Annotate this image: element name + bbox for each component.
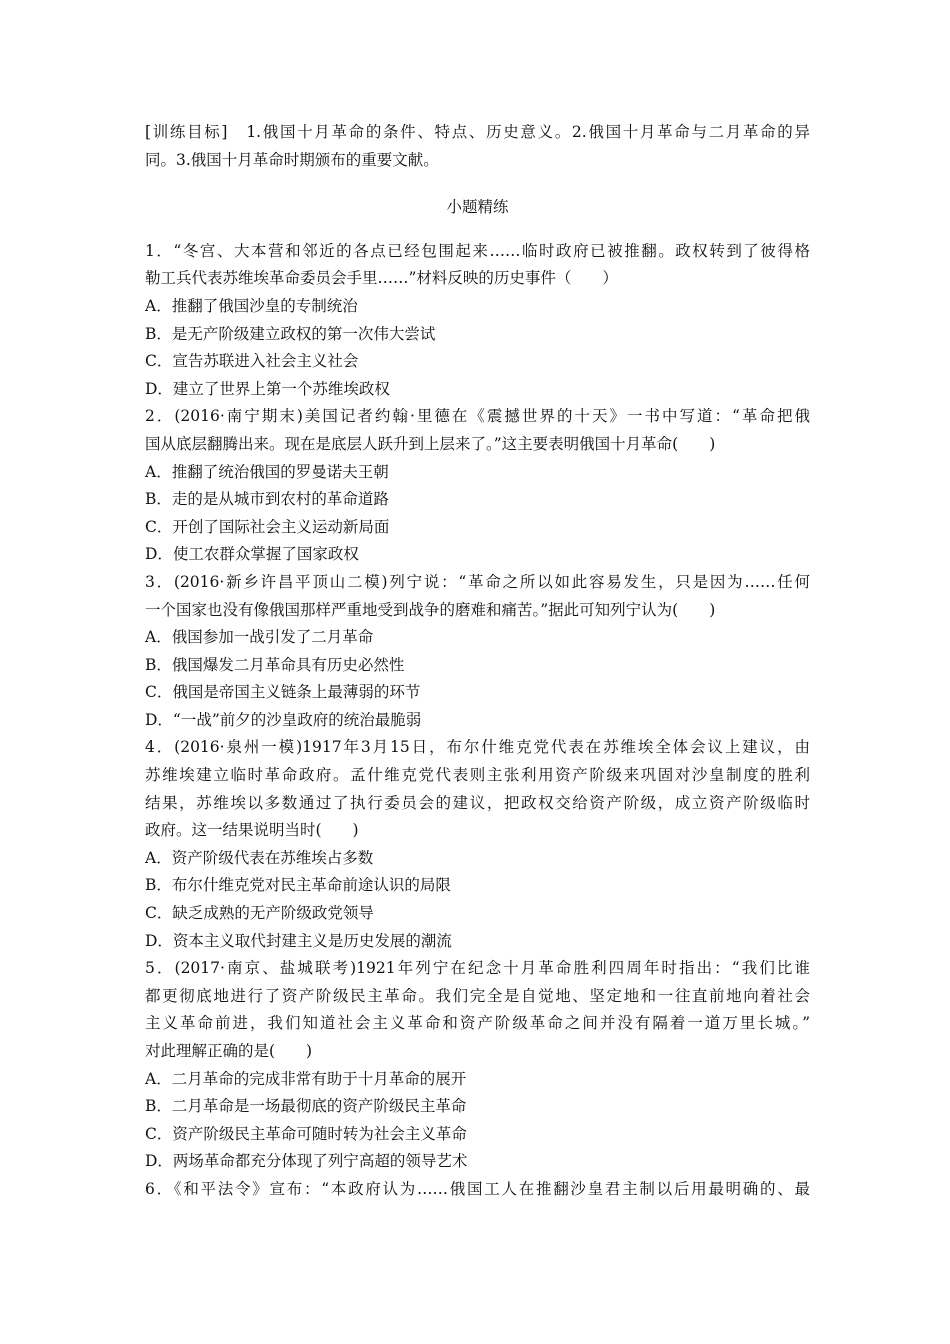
question-stem-line: 4．(2016·泉州一模)1917年3月15日，布尔什维克党代表在苏维埃全体会议上建议，由 [145, 738, 810, 757]
answer-option-a[interactable]: A．推翻了俄国沙皇的专制统治 [145, 296, 358, 315]
question-list [145, 238, 810, 1204]
answer-option-d[interactable]: D．“一战”前夕的沙皇政府的统治最脆弱 [145, 710, 422, 729]
question-stem-line: 国从底层翻腾出来。现在是底层人跃升到上层来了。”这主要表明俄国十月革命( ) [145, 434, 716, 453]
question-stem-line: 都更彻底地进行了资产阶级民主革命。我们完全是自觉地、坚定地和一往直前地向着社会 [145, 986, 810, 1005]
answer-option-d[interactable]: D．资本主义取代封建主义是历史发展的潮流 [145, 931, 452, 950]
answer-option-b[interactable]: B．二月革命是一场最彻底的资产阶级民主革命 [145, 1097, 467, 1116]
question-stem-line: 苏维埃建立临时革命政府。孟什维克党代表则主张利用资产阶级来巩固对沙皇制度的胜利 [145, 766, 810, 785]
question-stem-line: 2．(2016·南宁期末)美国记者约翰·里德在《震撼世界的十天》一书中写道：“革命把俄 [145, 407, 810, 426]
objectives-line: 同。3.俄国十月革命时期颁布的重要文献。 [145, 150, 439, 169]
answer-option-d[interactable]: D．两场革命都充分体现了列宁高超的领导艺术 [145, 1152, 468, 1171]
answer-option-c[interactable]: C．宣告苏联进入社会主义社会 [145, 352, 359, 371]
question-6 [145, 1176, 810, 1204]
answer-option-c[interactable]: C．缺乏成熟的无产阶级政党领导 [145, 904, 374, 923]
answer-option-d[interactable]: D．使工农群众掌握了国家政权 [145, 545, 359, 564]
answer-option-a[interactable]: A．二月革命的完成非常有助于十月革命的展开 [145, 1069, 467, 1088]
question-stem-line: 1．“冬宫、大本营和邻近的各点已经包围起来……临时政府已被推翻。政权转到了彼得格 [145, 241, 810, 260]
answer-option-b[interactable]: B．走的是从城市到农村的革命道路 [145, 490, 389, 509]
section-title: 小题精练 [446, 198, 509, 217]
question-stem-line: 6．《和平法令》宣布：“本政府认为……俄国工人在推翻沙皇君主制以后用最明确的、最 [145, 1179, 810, 1198]
answer-option-a[interactable]: A．资产阶级代表在苏维埃占多数 [145, 848, 374, 867]
answer-option-c[interactable]: C．开创了国际社会主义运动新局面 [145, 517, 390, 536]
answer-option-b[interactable]: B．俄国爆发二月革命具有历史必然性 [145, 655, 405, 674]
document-body [145, 119, 810, 1204]
answer-option-d[interactable]: D．建立了世界上第一个苏维埃政权 [145, 379, 390, 398]
objectives-line: [训练目标] 1.俄国十月革命的条件、特点、历史意义。2.俄国十月革命与二月革命的异 [145, 123, 810, 141]
question-stem-line: 政府。这一结果说明当时( ) [145, 821, 359, 840]
answer-option-c[interactable]: C．资产阶级民主革命可随时转为社会主义革命 [145, 1124, 467, 1143]
training-objectives [145, 119, 810, 174]
question-stem-line: 5．(2017·南京、盐城联考)1921年列宁在纪念十月革命胜利四周年时指出：“我们比谁 [145, 959, 810, 978]
answer-option-b[interactable]: B．是无产阶级建立政权的第一次伟大尝试 [145, 324, 436, 343]
answer-option-a[interactable]: A．推翻了统治俄国的罗曼诺夫王朝 [145, 462, 389, 481]
question-4 [145, 734, 810, 955]
answer-option-a[interactable]: A．俄国参加一战引发了二月革命 [145, 628, 374, 647]
question-stem-line: 结果，苏维埃以多数通过了执行委员会的建议，把政权交给资产阶级，成立资产阶级临时 [145, 793, 810, 812]
question-1 [145, 238, 810, 404]
question-stem-line: 对此理解正确的是( ) [145, 1042, 313, 1060]
question-stem-line: 勒工兵代表苏维埃革命委员会手里……”材料反映的历史事件（ ） [145, 269, 618, 288]
question-2 [145, 403, 810, 569]
answer-option-c[interactable]: C．俄国是帝国主义链条上最薄弱的环节 [145, 683, 421, 702]
question-stem-line: 3．(2016·新乡许昌平顶山二模)列宁说：“革命之所以如此容易发生，只是因为……任何 [145, 572, 810, 591]
question-stem-line: 一个国家也没有像俄国那样严重地受到战争的磨难和痛苦。”据此可知列宁认为( ) [145, 600, 716, 619]
answer-option-b[interactable]: B．布尔什维克党对民主革命前途认识的局限 [145, 876, 451, 895]
question-5 [145, 955, 810, 1176]
question-3 [145, 569, 810, 735]
question-stem-line: 主义革命前进，我们知道社会主义革命和资产阶级革命之间并没有隔着一道万里长城。” [145, 1014, 810, 1033]
